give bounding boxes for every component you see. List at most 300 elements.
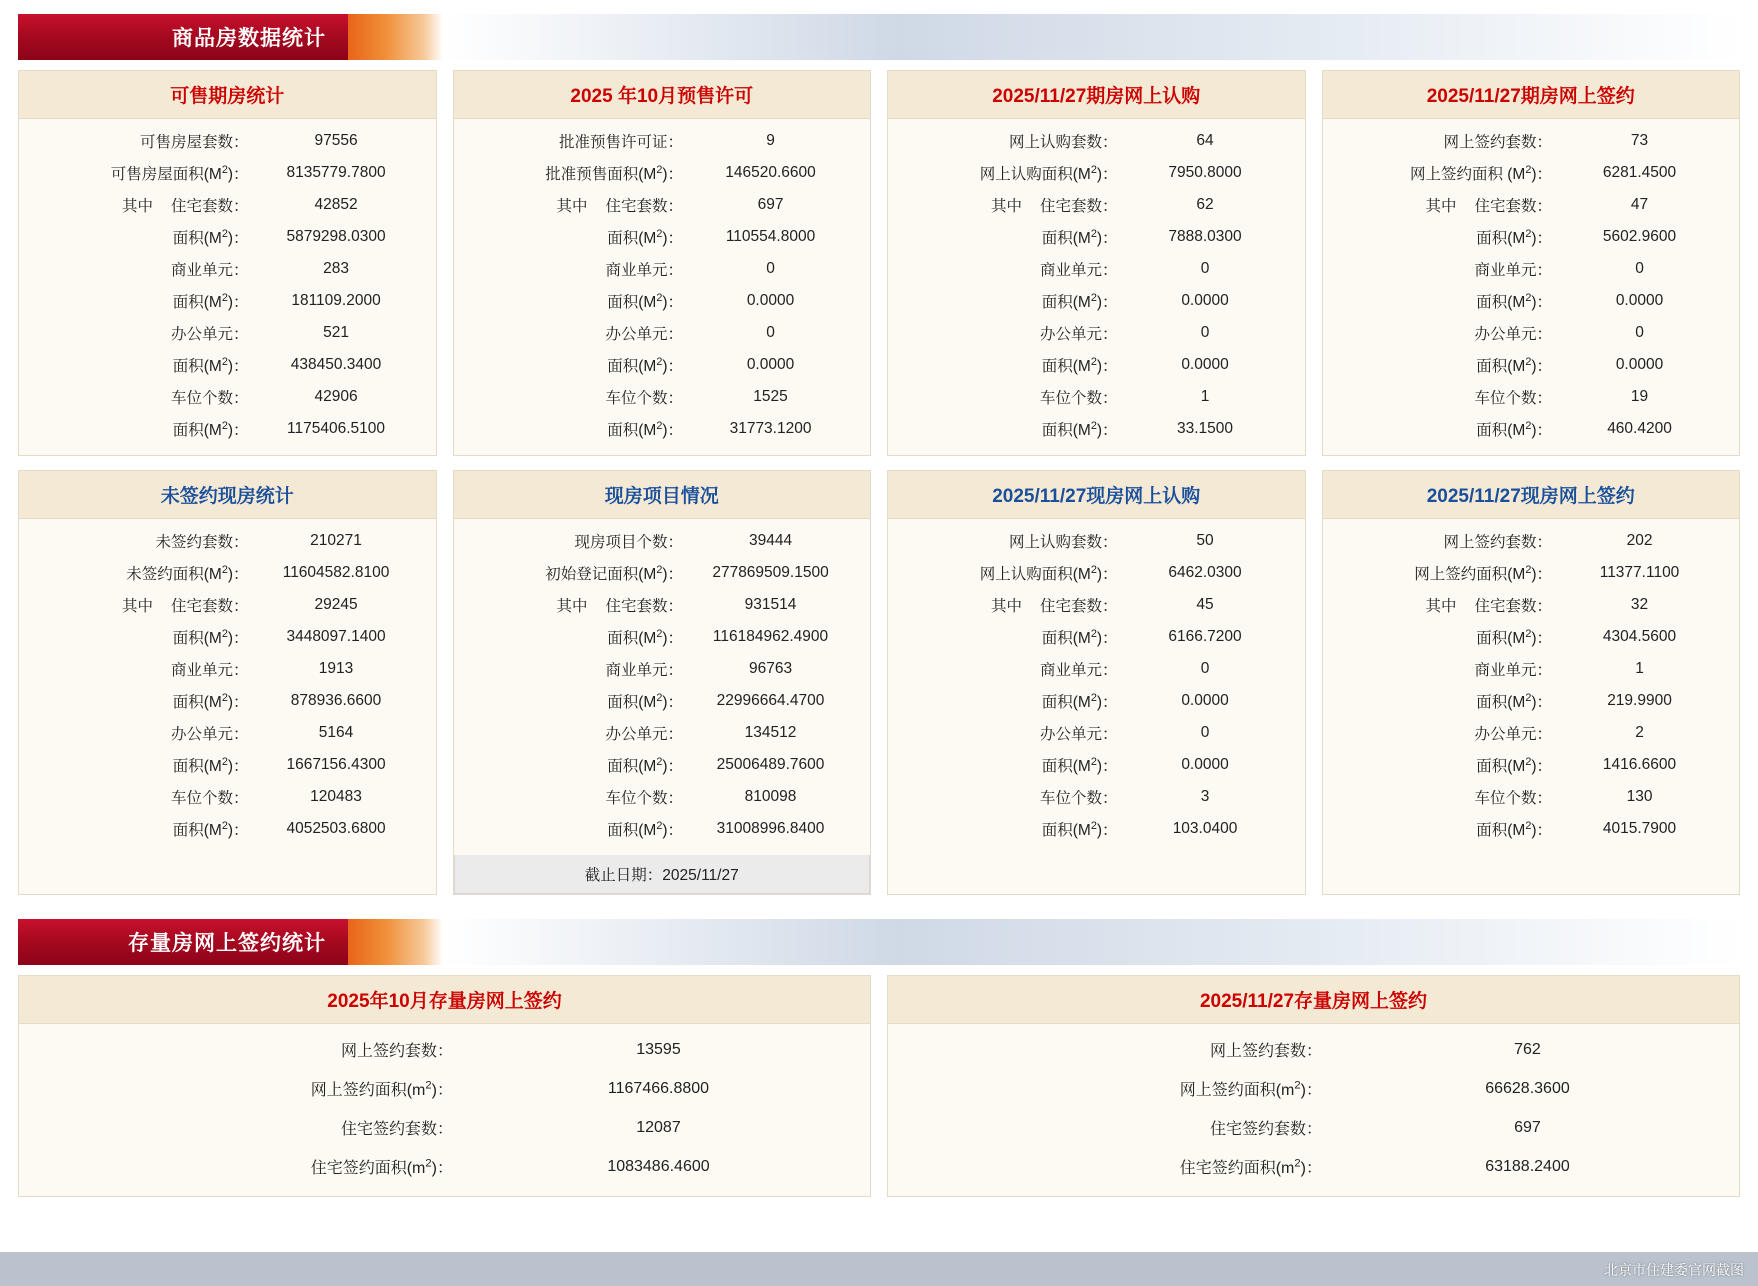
table-row [33,349,422,381]
table-row [33,653,422,685]
stat-table [33,125,422,445]
table-row [1337,317,1726,349]
table-row [468,221,857,253]
stat-value: 1 [1635,660,1644,677]
stat-label: 住宅签约面积$(m^2)$： [310,1157,453,1177]
stat-value: 1167466.8800 [607,1079,710,1097]
page-root [0,14,1758,1286]
stat-value: 42852 [314,196,358,213]
table-row [1337,413,1726,445]
stat-label: 网上认购套数： [1009,134,1118,151]
stat-label: 网上认购套数： [1009,534,1118,551]
stat-label: 网上签约套数： [1443,534,1553,551]
stat-table [902,525,1291,845]
stat-value: 697 [1514,1118,1541,1136]
stock-housing-card-grid [18,975,1740,1197]
table-row [902,557,1291,589]
table-row [33,813,422,845]
table-row [468,653,857,685]
stat-label: 其中 住宅套数： [556,198,684,215]
section-banner-stock-housing [18,919,1740,965]
stat-label: 面积$(M^2)$： [172,627,249,647]
table-row [33,781,422,813]
deadline-note: 截止日期：2025/11/27 [454,855,871,894]
stat-label: 面积$(M^2)$： [1476,291,1553,311]
table-row [902,525,1291,557]
table-row [902,125,1291,157]
table-row [33,1069,856,1108]
table-row [468,717,857,749]
stat-label: 面积$(M^2)$： [1476,355,1553,375]
stat-card-body [888,1024,1739,1196]
stat-value: 96763 [748,660,793,677]
table-row [468,253,857,285]
stat-card-body [888,119,1305,455]
stat-card [887,70,1306,456]
stat-label: 车位个数： [1040,790,1118,807]
stat-label: 网上签约套数： [340,1043,453,1060]
stat-value: 0 [766,324,775,341]
table-row [1337,157,1726,189]
stat-label: 办公单元： [1040,726,1118,743]
stat-value: 50 [1196,532,1214,549]
stat-label: 商业单元： [1040,262,1118,279]
table-row [33,685,422,717]
stat-table [33,525,422,845]
stat-label: 可售房屋套数： [140,134,249,151]
table-row [1337,557,1726,589]
stat-value: 29245 [314,596,358,613]
stat-card-body [888,519,1305,855]
table-row [33,717,422,749]
table-row [33,157,422,189]
stat-value: 202 [1626,532,1653,549]
stat-label: 面积$(M^2)$： [1041,691,1118,711]
table-row [1337,589,1726,621]
table-row [33,317,422,349]
stat-table [1337,525,1726,845]
commodity-housing-card-grid [18,70,1740,895]
stat-label: 面积$(M^2)$： [172,291,249,311]
stat-label: 网上签约面积$(m^2)$： [310,1079,453,1099]
table-row [902,1069,1725,1108]
stat-value: 103.0400 [1172,820,1238,837]
stat-label: 面积$(M^2)$： [1041,227,1118,247]
table-row [468,525,857,557]
stat-label: 面积$(M^2)$： [172,755,249,775]
table-row [1337,253,1726,285]
stat-label: 车位个数： [171,390,249,407]
stat-value: 47 [1630,196,1649,213]
banner-gradient-fill [443,14,1740,60]
stat-card-title: 未签约现房统计 [19,471,436,519]
stat-card-title: 现房项目情况 [454,471,871,519]
stat-label: 其中 住宅套数： [991,598,1118,615]
table-row [1337,285,1726,317]
stat-label: 面积$(M^2)$： [172,819,249,839]
stat-value: 438450.3400 [290,356,382,373]
stat-label: 面积$(M^2)$： [607,291,684,311]
stat-value: 0 [1635,260,1644,277]
stat-label: 面积$(M^2)$： [1041,819,1118,839]
stat-value: 110554.8000 [725,228,816,245]
table-row [33,557,422,589]
table-row [1337,381,1726,413]
stat-label: 办公单元： [605,726,684,743]
stat-label: 网上签约面积$(m^2)$： [1179,1079,1322,1099]
banner-orange-fade-2 [348,919,443,965]
table-row [902,749,1291,781]
stat-label: 住宅签约面积$(m^2)$： [1179,1157,1322,1177]
stat-label: 面积$(M^2)$： [1041,627,1118,647]
stat-value: 1 [1200,388,1210,405]
table-row [902,1147,1725,1186]
stat-value: 277869509.1500 [712,564,829,581]
stat-label: 商业单元： [171,662,249,679]
table-row [468,589,857,621]
stat-label: 初始登记面积$(M^2)$： [545,563,684,583]
stat-value: 11604582.8100 [282,564,390,581]
table-row [902,1108,1725,1147]
stat-value: 32 [1630,596,1649,613]
stat-value: 130 [1626,788,1653,805]
table-row [902,685,1291,717]
stat-label: 面积$(M^2)$： [1041,419,1118,439]
stat-value: 219.9900 [1607,692,1672,709]
table-row [468,285,857,317]
table-row [902,285,1291,317]
stat-label: 面积$(M^2)$： [1476,691,1553,711]
stat-label: 其中 住宅套数： [991,198,1118,215]
stat-value: 3 [1200,788,1210,805]
stat-card-title: 2025 年10月预售许可 [454,71,871,119]
stat-value: 0.0000 [1181,292,1229,309]
stat-value: 134512 [744,724,797,741]
stat-value: 31008996.8400 [716,820,825,837]
stat-table [1337,125,1726,445]
table-row [1337,621,1726,653]
stat-value: 0 [766,260,775,277]
stat-card-title: 可售期房统计 [19,71,436,119]
stat-label: 面积$(M^2)$： [1476,419,1553,439]
table-row [33,285,422,317]
table-row [902,349,1291,381]
stat-card [1322,70,1741,456]
stat-label: 办公单元： [1474,726,1553,743]
stat-value: 120483 [310,788,362,805]
stat-card [887,470,1306,895]
stat-value: 0.0000 [746,356,795,373]
table-row [468,813,857,845]
stat-label: 办公单元： [171,726,249,743]
stat-value: 0.0000 [1615,292,1664,309]
stat-card [453,470,872,895]
stat-value: 97556 [314,132,358,149]
stat-value: 116184962.4900 [712,628,829,645]
stat-value: 1083486.4600 [607,1157,710,1175]
table-row [1337,653,1726,685]
stat-label: 面积$(M^2)$： [607,755,684,775]
stat-label: 车位个数： [1040,390,1118,407]
table-row [468,413,857,445]
stat-value: 7888.0300 [1168,228,1242,245]
stat-label: 商业单元： [1474,262,1553,279]
table-row [33,221,422,253]
table-row [902,781,1291,813]
banner-red-block [18,14,348,60]
table-row [1337,717,1726,749]
stat-table [33,1030,856,1186]
table-row [468,781,857,813]
stat-label: 其中 住宅套数： [1425,198,1553,215]
stat-value: 63188.2400 [1485,1157,1570,1175]
stat-value: 0 [1200,660,1210,677]
table-row [1337,125,1726,157]
stat-label: 面积$(M^2)$： [607,627,684,647]
stat-label: 车位个数： [605,390,684,407]
table-row [33,1108,856,1147]
stat-label: 面积$(M^2)$： [1041,755,1118,775]
stat-table [468,525,857,845]
banner-gradient-fill-2 [443,919,1740,965]
table-row [33,189,422,221]
stat-value: 0.0000 [1615,356,1664,373]
table-row [33,413,422,445]
stat-value: 64 [1196,132,1214,149]
stat-label: 面积$(M^2)$： [172,419,249,439]
table-row [33,253,422,285]
table-row [902,221,1291,253]
stat-value: 39444 [748,532,793,549]
stat-card-body [19,519,436,855]
stat-label: 面积$(M^2)$： [607,355,684,375]
stat-table [468,125,857,445]
stat-value: 1913 [318,660,354,677]
stat-value: 146520.6600 [725,164,816,181]
stat-value: 878936.6600 [290,692,382,709]
stat-label: 面积$(M^2)$： [607,419,684,439]
stat-value: 4015.7900 [1602,820,1677,837]
table-row [902,653,1291,685]
stat-value: 0 [1635,324,1644,341]
stat-label: 网上签约套数： [1209,1043,1322,1060]
stat-value: 5879298.0300 [286,228,386,245]
table-row [468,317,857,349]
stat-value: 2 [1635,724,1644,741]
stat-value: 62 [1196,196,1214,213]
stat-card-title: 2025/11/27期房网上签约 [1323,71,1740,119]
stat-value: 697 [757,196,784,213]
stat-value: 521 [323,324,349,341]
stat-value: 1525 [753,388,788,405]
stat-label: 面积$(M^2)$： [1041,291,1118,311]
stat-card-body [1323,519,1740,855]
stat-label: 商业单元： [605,262,684,279]
stat-value: 4304.5600 [1602,628,1677,645]
stat-label: 网上签约套数： [1443,134,1553,151]
table-row [468,621,857,653]
stat-value: 181109.2000 [291,292,381,309]
table-row [1337,349,1726,381]
stat-label: 其中 住宅套数： [122,198,249,215]
stat-label: 车位个数： [605,790,684,807]
table-row [902,381,1291,413]
stat-label: 面积$(M^2)$： [1476,627,1553,647]
stat-value: 31773.1200 [729,420,812,437]
stat-card [18,470,437,895]
stat-card-body [454,119,871,455]
stat-card [1322,470,1741,895]
table-row [468,685,857,717]
stat-value: 0.0000 [1181,692,1229,709]
stat-card-body [19,1024,870,1196]
stat-value: 1175406.5100 [287,420,386,437]
stat-card-body [19,119,436,455]
stat-label: 面积$(M^2)$： [607,227,684,247]
stat-label: 网上认购面积$(M^2)$： [979,563,1118,583]
stat-value: 42906 [314,388,358,405]
table-row [33,525,422,557]
stat-label: 面积$(M^2)$： [607,691,684,711]
section-banner-commodity-housing [18,14,1740,60]
stat-value: 25006489.7600 [716,756,825,773]
table-row [33,621,422,653]
stat-value: 283 [323,260,349,277]
stat-label: 未签约套数： [155,534,249,551]
stat-label: 商业单元： [1474,662,1553,679]
stat-label: 面积$(M^2)$： [1476,755,1553,775]
table-row [902,589,1291,621]
table-row [33,749,422,781]
stat-card-title: 2025/11/27存量房网上签约 [888,976,1739,1024]
stat-label: 面积$(M^2)$： [1476,227,1553,247]
stat-card-body [1323,119,1740,455]
stat-label: 办公单元： [171,326,249,343]
stat-value: 6462.0300 [1168,564,1242,581]
banner-red-block-2 [18,919,348,965]
stat-table [902,1030,1725,1186]
stat-value: 931514 [744,596,797,613]
stat-label: 车位个数： [1474,790,1553,807]
stat-label: 商业单元： [171,262,249,279]
stat-value: 7950.8000 [1168,164,1242,181]
stat-label: 办公单元： [1040,326,1118,343]
stat-label: 商业单元： [1040,662,1118,679]
stat-value: 22996664.4700 [716,692,825,709]
stat-value: 4052503.6800 [286,820,386,837]
stat-label: 住宅签约套数： [1209,1121,1322,1138]
stat-value: 3448097.1400 [286,628,386,645]
table-row [468,349,857,381]
section-title-stock-housing: 存量房网上签约统计 [128,932,326,955]
stat-label: 住宅签约套数： [340,1121,453,1138]
stat-card-title: 2025/11/27现房网上认购 [888,471,1305,519]
stat-value: 460.4200 [1607,420,1672,437]
stat-value: 0.0000 [1181,756,1229,773]
table-row [468,125,857,157]
stat-label: 批准预售许可证： [559,134,684,151]
table-row [902,717,1291,749]
stat-label: 面积$(M^2)$： [172,691,249,711]
table-row [33,1147,856,1186]
stat-value: 0 [1200,260,1210,277]
stat-label: 车位个数： [171,790,249,807]
stat-label: 其中 住宅套数： [556,598,684,615]
stat-card [18,70,437,456]
stat-table [902,125,1291,445]
table-row [1337,221,1726,253]
stat-label: 办公单元： [605,326,684,343]
stat-value: 45 [1196,596,1214,613]
stat-value: 0.0000 [746,292,795,309]
table-row [1337,813,1726,845]
stat-label: 未签约面积$(M^2)$： [126,563,249,583]
stat-label: 批准预售面积$(M^2)$： [545,163,684,183]
stat-value: 19 [1630,388,1649,405]
stat-value: 33.1500 [1177,420,1234,437]
stat-value: 11377.1100 [1599,564,1680,581]
table-row [902,157,1291,189]
table-row [902,189,1291,221]
stat-value: 12087 [636,1118,681,1136]
stat-value: 5602.9600 [1602,228,1677,245]
table-row [1337,749,1726,781]
stat-label: 现房项目个数： [574,534,684,551]
stat-card-title: 2025/11/27现房网上签约 [1323,471,1740,519]
stat-value: 6281.4500 [1602,164,1677,181]
stat-value: 1667156.4300 [286,756,386,773]
stat-value: 13595 [636,1040,681,1058]
table-row [902,1030,1725,1069]
stat-label: 面积$(M^2)$： [1041,355,1118,375]
stat-card [18,975,871,1197]
stat-label: 面积$(M^2)$： [1476,819,1553,839]
stat-value: 66628.3600 [1485,1079,1570,1097]
stat-label: 网上签约面积 $(M^2)$： [1409,163,1553,183]
stat-label: 面积$(M^2)$： [172,355,249,375]
stat-label: 办公单元： [1474,326,1553,343]
stat-card [887,975,1740,1197]
stat-label: 车位个数： [1474,390,1553,407]
table-row [33,125,422,157]
stat-card-body [454,519,871,855]
stat-label: 网上认购面积$(M^2)$： [979,163,1118,183]
stat-value: 73 [1630,132,1649,149]
stat-value: 210271 [310,532,362,549]
stat-value: 762 [1514,1040,1541,1058]
stat-value: 0.0000 [1181,356,1229,373]
table-row [902,253,1291,285]
stat-value: 5164 [318,724,354,741]
table-row [902,621,1291,653]
table-row [1337,525,1726,557]
table-row [33,1030,856,1069]
stat-label: 网上签约面积$(M^2)$： [1414,563,1553,583]
stat-value: 9 [766,132,775,149]
stat-label: 可售房屋面积$(M^2)$： [110,163,249,183]
table-row [468,157,857,189]
stat-label: 其中 住宅套数： [1425,598,1553,615]
stat-value: 0 [1200,324,1210,341]
stat-value: 6166.7200 [1168,628,1242,645]
table-row [902,413,1291,445]
table-row [468,189,857,221]
stat-card-title: 2025年10月存量房网上签约 [19,976,870,1024]
table-row [902,813,1291,845]
stat-value: 1416.6600 [1602,756,1677,773]
stat-value: 8135779.7800 [286,164,386,181]
table-row [468,749,857,781]
